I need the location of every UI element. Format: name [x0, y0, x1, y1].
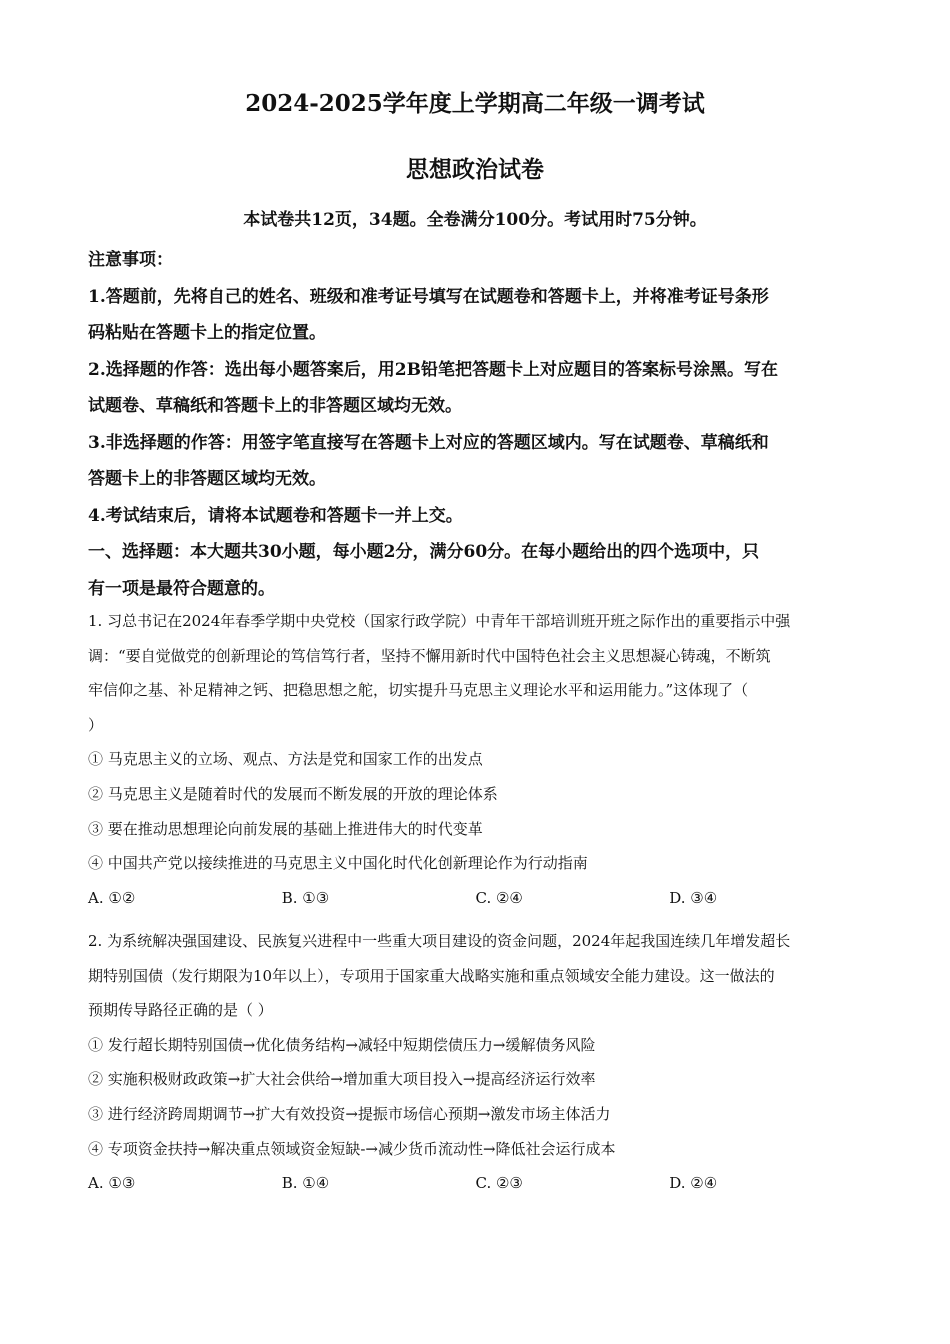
- question-item: ④ 中国共产党以接续推进的马克思主义中国化时代化创新理论作为行动指南: [88, 854, 588, 873]
- notice-line: 答题卡上的非答题区域均无效。: [88, 469, 326, 489]
- question-item: ① 马克思主义的立场、观点、方法是党和国家工作的出发点: [88, 750, 483, 769]
- question-item: ③ 要在推动思想理论向前发展的基础上推进伟大的时代变革: [88, 819, 483, 838]
- subject-title: 思想政治试卷: [406, 156, 544, 183]
- question-stem-line: 1. 习总书记在2024年春季学期中央党校（国家行政学院）中青年干部培训班开班之际作出的重要指示中强: [88, 612, 791, 630]
- question-item: ② 马克思主义是随着时代的发展而不断发展的开放的理论体系: [88, 784, 498, 803]
- question-stem-line: 期特别国债（发行期限为10年以上），专项用于国家重大战略实施和重点领域安全能力建设。这一做法的: [88, 966, 775, 985]
- section-heading-line: 有一项是最符合题意的。: [88, 578, 275, 599]
- notice-line: 2.选择题的作答：选出每小题答案后，用2B铅笔把答题卡上对应题目的答案标号涂黑。写在: [88, 359, 778, 380]
- question-stem-line: 调：“要自觉做党的创新理论的笃信笃行者，坚持不懈用新时代中国特色社会主义思想凝心铸魂，不断筑: [88, 646, 771, 665]
- question-2: [88, 924, 863, 1201]
- question-item: ① 发行超长期特别国债→优化债务结构→减轻中短期偿债压力→缓解债务风险: [88, 1035, 596, 1054]
- question-stem-line: 预期传导路径正确的是（ ）: [88, 1001, 273, 1020]
- option-d: D. ③④: [669, 888, 718, 907]
- answer-options: [88, 881, 863, 916]
- notice-heading: 注意事项：: [88, 250, 173, 270]
- question-stem-line: ）: [88, 715, 104, 734]
- option-a: A. ①②: [88, 888, 136, 907]
- question-stem-line: 2. 为系统解决强国建设、民族复兴进程中一些重大项目建设的资金问题，2024年起我国连续几年增发超长: [88, 932, 791, 950]
- notice-section: [88, 242, 863, 607]
- notice-line: 码粘贴在答题卡上的指定位置。: [88, 323, 326, 343]
- notice-line: 试题卷、草稿纸和答题卡上的非答题区域均无效。: [88, 396, 462, 416]
- option-a: A. ①③: [88, 1174, 136, 1193]
- notice-line: 4.考试结束后，请将本试题卷和答题卡一并上交。: [88, 505, 463, 526]
- question-item: ④ 专项资金扶持→解决重点领域资金短缺-→减少货币流动性→降低社会运行成本: [88, 1139, 616, 1158]
- section-heading-line: 一、选择题：本大题共30小题，每小题2分，满分60分。在每小题给出的四个选项中，只: [88, 542, 760, 562]
- answer-options: [88, 1166, 863, 1201]
- option-c: C. ②④: [475, 888, 523, 907]
- option-b: B. ①③: [281, 888, 330, 907]
- option-c: C. ②③: [475, 1174, 523, 1193]
- question-stem-line: 牢信仰之基、补足精神之钙、把稳思想之舵，切实提升马克思主义理论水平和运用能力。”这体现了（: [88, 681, 749, 700]
- option-b: B. ①④: [281, 1174, 330, 1193]
- notice-line: 1.答题前，先将自己的姓名、班级和准考证号填写在试题卷和答题卡上，并将准考证号条形: [88, 286, 769, 307]
- question-item: ② 实施积极财政政策→扩大社会供给→增加重大项目投入→提高经济运行效率: [88, 1070, 596, 1089]
- notice-line: 3.非选择题的作答：用签字笔直接写在答题卡上对应的答题区域内。写在试题卷、草稿纸和: [88, 432, 769, 453]
- question-1: [88, 604, 863, 915]
- exam-info: 本试卷共12页，34题。全卷满分100分。考试用时75分钟。: [243, 210, 707, 230]
- option-d: D. ②④: [669, 1174, 718, 1193]
- question-item: ③ 进行经济跨周期调节→扩大有效投资→提振市场信心预期→激发市场主体活力: [88, 1104, 611, 1123]
- exam-title: 2024-2025学年度上学期高二年级一调考试: [245, 90, 705, 117]
